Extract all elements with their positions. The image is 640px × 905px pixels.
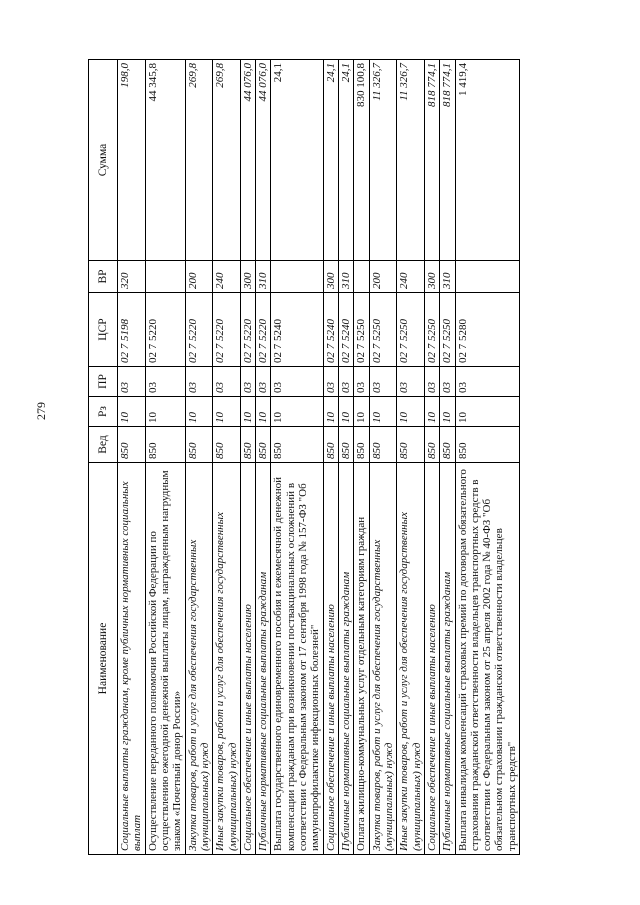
- cell-sum: 830 100,8: [354, 60, 369, 261]
- cell-name: Выплата инвалидам компенсаций страховых премий по договорам обязательного страхования гражданской ответственности владельцев транспортных средств в соответствии с Федеральным законом от 25 апреля 2002 года № 40-ФЗ "Об обязательном страховании гражданской ответственности владельцев транспортных средств": [455, 463, 520, 855]
- cell-pr: 03: [354, 367, 369, 397]
- cell-rz: 10: [271, 397, 323, 427]
- cell-csr: 02 7 5250: [440, 293, 455, 367]
- table-row: [440, 60, 455, 855]
- table-row: [369, 60, 397, 855]
- cell-ved: 850: [271, 427, 323, 463]
- cell-csr: 02 7 5250: [369, 293, 397, 367]
- cell-rz: 10: [323, 397, 338, 427]
- table-row: [397, 60, 425, 855]
- cell-csr: 02 7 5220: [145, 293, 185, 367]
- cell-rz: 10: [213, 397, 241, 427]
- cell-ved: 850: [240, 427, 255, 463]
- cell-csr: 02 7 5240: [339, 293, 354, 367]
- cell-vr: [271, 261, 323, 293]
- cell-name: Социальные выплаты гражданам, кроме публичных нормативных социальных выплат: [118, 463, 146, 855]
- column-header-name: Наименование: [89, 463, 118, 855]
- cell-csr: 02 7 5240: [323, 293, 338, 367]
- table-row: [213, 60, 241, 855]
- cell-rz: 10: [397, 397, 425, 427]
- cell-ved: 850: [440, 427, 455, 463]
- cell-name: Закупка товаров, работ и услуг для обеспечения государственных (муниципальных) нужд: [185, 463, 213, 855]
- cell-pr: 03: [271, 367, 323, 397]
- table-row: [339, 60, 354, 855]
- cell-name: Закупка товаров, работ и услуг для обеспечения государственных (муниципальных) нужд: [369, 463, 397, 855]
- cell-sum: 24,1: [271, 60, 323, 261]
- budget-table: [88, 59, 520, 855]
- cell-pr: 03: [455, 367, 520, 397]
- cell-ved: 850: [397, 427, 425, 463]
- table-row: [145, 60, 185, 855]
- table-body: [118, 60, 520, 855]
- table-row: [424, 60, 439, 855]
- table-row: [323, 60, 338, 855]
- cell-rz: 10: [455, 397, 520, 427]
- cell-vr: [354, 261, 369, 293]
- cell-csr: 02 7 5220: [240, 293, 255, 367]
- cell-pr: 03: [440, 367, 455, 397]
- table-row: [118, 60, 146, 855]
- cell-sum: 24,1: [339, 60, 354, 261]
- table-row: [256, 60, 271, 855]
- cell-csr: 02 7 5220: [256, 293, 271, 367]
- cell-vr: 240: [397, 261, 425, 293]
- cell-vr: [145, 261, 185, 293]
- cell-rz: 10: [440, 397, 455, 427]
- cell-vr: 310: [256, 261, 271, 293]
- table-row: [240, 60, 255, 855]
- cell-csr: 02 7 5250: [397, 293, 425, 367]
- cell-pr: 03: [240, 367, 255, 397]
- cell-vr: 320: [118, 261, 146, 293]
- cell-sum: 269,8: [185, 60, 213, 261]
- cell-name: Оплата жилищно-коммунальных услуг отдельным категориям граждан: [354, 463, 369, 855]
- cell-sum: 11 326,7: [369, 60, 397, 261]
- cell-csr: 02 7 5280: [455, 293, 520, 367]
- cell-name: Публичные нормативные социальные выплаты гражданам: [339, 463, 354, 855]
- table-row: [455, 60, 520, 855]
- cell-vr: 200: [369, 261, 397, 293]
- table-header-row: [89, 60, 118, 855]
- cell-ved: 850: [145, 427, 185, 463]
- cell-ved: 850: [185, 427, 213, 463]
- cell-sum: 198,0: [118, 60, 146, 261]
- cell-vr: [455, 261, 520, 293]
- cell-name: Публичные нормативные социальные выплаты гражданам: [440, 463, 455, 855]
- cell-rz: 10: [354, 397, 369, 427]
- cell-ved: 850: [424, 427, 439, 463]
- cell-vr: 240: [213, 261, 241, 293]
- cell-name: Социальное обеспечение и иные выплаты населению: [424, 463, 439, 855]
- cell-vr: 300: [240, 261, 255, 293]
- table-row: [354, 60, 369, 855]
- cell-ved: 850: [455, 427, 520, 463]
- cell-pr: 03: [339, 367, 354, 397]
- cell-csr: 02 7 5198: [118, 293, 146, 367]
- cell-ved: 850: [323, 427, 338, 463]
- cell-vr: 310: [440, 261, 455, 293]
- cell-name: Иные закупки товаров, работ и услуг для обеспечения государственных (муниципальных) нужд: [397, 463, 425, 855]
- cell-rz: 10: [369, 397, 397, 427]
- table-row: [271, 60, 323, 855]
- column-header-pr: ПР: [89, 367, 118, 397]
- cell-pr: 03: [185, 367, 213, 397]
- cell-csr: 02 7 5250: [424, 293, 439, 367]
- cell-csr: 02 7 5240: [271, 293, 323, 367]
- cell-pr: 03: [256, 367, 271, 397]
- cell-sum: 818 774,1: [424, 60, 439, 261]
- cell-ved: 850: [118, 427, 146, 463]
- cell-sum: 818 774,1: [440, 60, 455, 261]
- cell-name: Выплата государственного единовременного пособия и ежемесячной денежной компенсации гражданам при возникновении поствакцинальных осложнений в соответствии с Федеральным законом от 17 сентября 1998 года № 157-ФЗ "Об иммунопрофилактике инфекционных болезней": [271, 463, 323, 855]
- cell-name: Публичные нормативные социальные выплаты гражданам: [256, 463, 271, 855]
- cell-csr: 02 7 5220: [185, 293, 213, 367]
- cell-rz: 10: [118, 397, 146, 427]
- cell-pr: 03: [213, 367, 241, 397]
- cell-pr: 03: [397, 367, 425, 397]
- cell-pr: 03: [118, 367, 146, 397]
- cell-csr: 02 7 5220: [213, 293, 241, 367]
- cell-sum: 269,8: [213, 60, 241, 261]
- cell-rz: 10: [185, 397, 213, 427]
- cell-vr: 300: [323, 261, 338, 293]
- cell-pr: 03: [424, 367, 439, 397]
- cell-sum: 44 345,8: [145, 60, 185, 261]
- cell-vr: 200: [185, 261, 213, 293]
- cell-name: Иные закупки товаров, работ и услуг для обеспечения государственных (муниципальных) нужд: [213, 463, 241, 855]
- cell-ved: 850: [369, 427, 397, 463]
- cell-sum: 11 326,7: [397, 60, 425, 261]
- cell-sum: 24,1: [323, 60, 338, 261]
- cell-rz: 10: [424, 397, 439, 427]
- cell-vr: 300: [424, 261, 439, 293]
- cell-ved: 850: [339, 427, 354, 463]
- cell-pr: 03: [145, 367, 185, 397]
- cell-vr: 310: [339, 261, 354, 293]
- cell-name: Социальное обеспечение и иные выплаты населению: [240, 463, 255, 855]
- column-header-rz: Рз: [89, 397, 118, 427]
- cell-pr: 03: [323, 367, 338, 397]
- cell-sum: 1 419,4: [455, 60, 520, 261]
- cell-rz: 10: [240, 397, 255, 427]
- column-header-csr: ЦСР: [89, 293, 118, 367]
- cell-rz: 10: [145, 397, 185, 427]
- cell-name: Осуществление переданного полномочия Российской Федерации по осуществлению ежегодной денежной выплаты лицам, награжденным нагрудным знаком «Почетный донор России»: [145, 463, 185, 855]
- cell-ved: 850: [213, 427, 241, 463]
- cell-name: Социальное обеспечение и иные выплаты населению: [323, 463, 338, 855]
- column-header-ved: Вед: [89, 427, 118, 463]
- cell-ved: 850: [354, 427, 369, 463]
- cell-csr: 02 7 5250: [354, 293, 369, 367]
- cell-rz: 10: [339, 397, 354, 427]
- cell-rz: 10: [256, 397, 271, 427]
- column-header-vr: ВР: [89, 261, 118, 293]
- cell-sum: 44 076,0: [240, 60, 255, 261]
- page-number: 279: [34, 402, 48, 420]
- rotated-page-content: [88, 60, 520, 855]
- cell-sum: 44 076,0: [256, 60, 271, 261]
- column-header-sum: Сумма: [89, 60, 118, 261]
- cell-ved: 850: [256, 427, 271, 463]
- cell-pr: 03: [369, 367, 397, 397]
- table-row: [185, 60, 213, 855]
